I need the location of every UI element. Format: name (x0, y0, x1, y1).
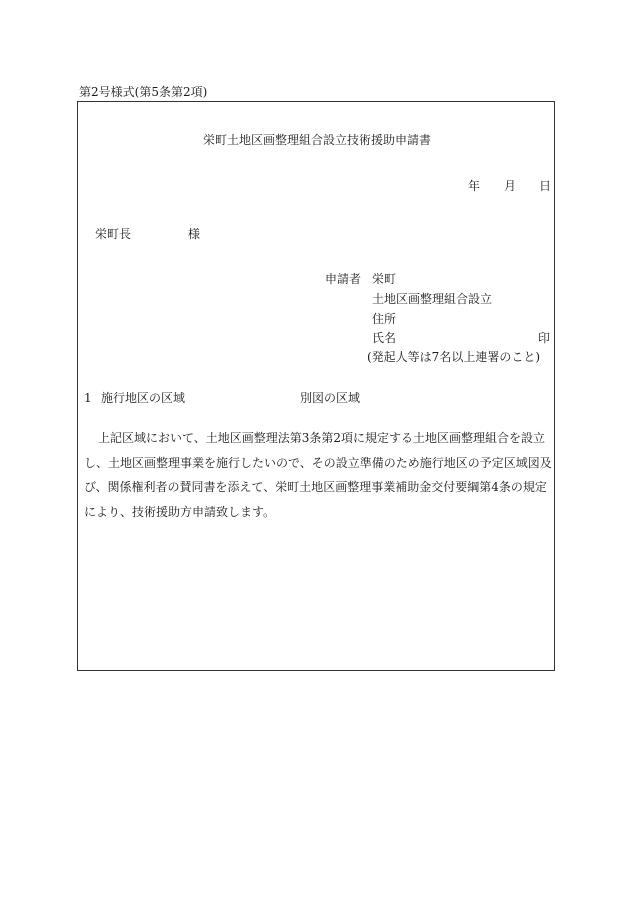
seal-mark: 印 (538, 331, 551, 345)
applicant-name-label: 氏名 (372, 331, 397, 345)
date-month-label: 月 (504, 179, 517, 193)
applicant-label: 申請者 (325, 272, 362, 286)
date-year-label: 年 (468, 179, 481, 193)
applicant-note: (発起人等は7名以上連署のこと) (367, 350, 540, 364)
item-number: 1 (84, 391, 92, 405)
applicant-address-label: 住所 (372, 312, 397, 326)
application-body-text: 上記区域において、土地区画整理法第3条第2項に規定する土地区画整理組合を設立し、土地区画整理事業を施行したいので、その設立準備のため施行地区の予定区域図及び、関係権利者の賛同書を添えて、栄町土地区画整理事業補助金交付要綱第4条の規定により、技術援助方申請致します。 (84, 431, 552, 519)
item-label: 施行地区の区域 (101, 391, 186, 405)
applicant-organization: 土地区画整理組合設立 (372, 292, 493, 306)
form-frame (77, 101, 555, 671)
item-value: 別図の区域 (300, 391, 361, 405)
date-day-label: 日 (539, 179, 552, 193)
addressee-honorific: 様 (188, 227, 201, 241)
form-number-label: 第2号様式(第5条第2項) (79, 85, 208, 99)
addressee-name: 栄町長 (95, 227, 132, 241)
applicant-town: 栄町 (372, 272, 397, 286)
document-title: 栄町土地区画整理組合設立技術援助申請書 (203, 133, 432, 147)
